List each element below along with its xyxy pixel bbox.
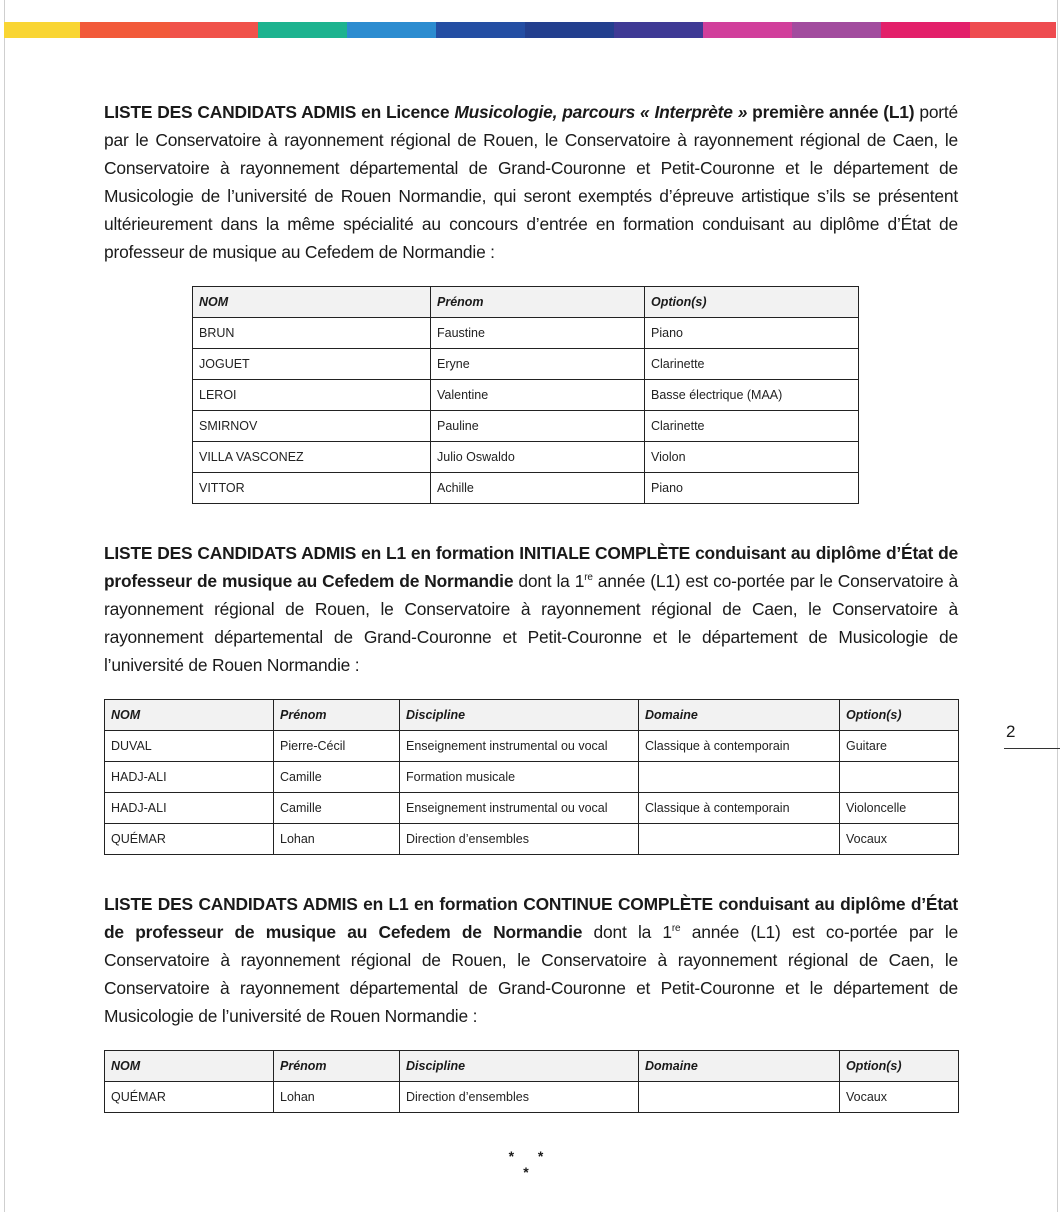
column-header: Discipline xyxy=(400,1051,639,1082)
color-segment xyxy=(970,22,1056,38)
section1-heading: LISTE DES CANDIDATS ADMIS en Licence xyxy=(104,102,455,122)
table-row xyxy=(105,824,959,855)
cell: Faustine xyxy=(431,318,645,349)
column-header: NOM xyxy=(105,700,274,731)
column-header: Option(s) xyxy=(840,700,959,731)
cell: HADJ-ALI xyxy=(105,793,274,824)
table-formation-initiale xyxy=(104,699,959,855)
table-row xyxy=(193,442,859,473)
cell: Vocaux xyxy=(840,1082,959,1113)
cell: DUVAL xyxy=(105,731,274,762)
cell: HADJ-ALI xyxy=(105,762,274,793)
section3-heading: LISTE DES CANDIDATS ADMIS en L1 en formation CONTINUE COMPLÈTE conduisant au diplôme d’État de professeur de musique au Cefedem de Normandie xyxy=(104,894,958,942)
column-header: Option(s) xyxy=(645,287,859,318)
section2-heading: LISTE DES CANDIDATS ADMIS en L1 en formation INITIALE COMPLÈTE conduisant au diplôme d’État de professeur de musique au Cefedem de Normandie xyxy=(104,543,958,591)
table-header-row xyxy=(193,287,859,318)
color-segment xyxy=(881,22,970,38)
section1-paragraph xyxy=(104,98,958,266)
table-row xyxy=(193,473,859,504)
cell: Lohan xyxy=(274,824,400,855)
color-segment xyxy=(436,22,525,38)
cell: Basse électrique (MAA) xyxy=(645,380,859,411)
cell: Formation musicale xyxy=(400,762,639,793)
table-licence-admis xyxy=(192,286,859,504)
color-segment xyxy=(347,22,436,38)
cell xyxy=(639,762,840,793)
table-formation-continue xyxy=(104,1050,959,1113)
column-header: Domaine xyxy=(639,700,840,731)
end-mark: * * * xyxy=(508,1148,554,1180)
color-segment xyxy=(614,22,703,38)
cell: VILLA VASCONEZ xyxy=(193,442,431,473)
table-row xyxy=(105,731,959,762)
cell: VITTOR xyxy=(193,473,431,504)
section3-body-start: dont la 1 xyxy=(582,922,672,942)
section2-superscript: re xyxy=(584,572,593,583)
cell xyxy=(639,1082,840,1113)
cell: Camille xyxy=(274,793,400,824)
column-header: Prénom xyxy=(274,1051,400,1082)
column-header: Option(s) xyxy=(840,1051,959,1082)
table-header-row xyxy=(105,1051,959,1082)
section2-paragraph xyxy=(104,539,958,679)
cell: Camille xyxy=(274,762,400,793)
cell: Enseignement instrumental ou vocal xyxy=(400,731,639,762)
cell: Direction d’ensembles xyxy=(400,824,639,855)
cell xyxy=(840,762,959,793)
table-row xyxy=(193,349,859,380)
column-header: Domaine xyxy=(639,1051,840,1082)
cell: Clarinette xyxy=(645,411,859,442)
section2-body: année (L1) est co-portée par le Conservatoire à rayonnement régional de Rouen, le Conservatoire à rayonnement régional de Caen, le Conservatoire à rayonnement départemental de Grand-Couronne et Petit-Couronne et le département de Musicologie de l’université de Rouen Normandie : xyxy=(104,571,958,675)
section3-superscript: re xyxy=(671,923,681,934)
table-row xyxy=(193,411,859,442)
cell: BRUN xyxy=(193,318,431,349)
column-header: Prénom xyxy=(431,287,645,318)
cell: Valentine xyxy=(431,380,645,411)
table-row xyxy=(105,793,959,824)
cell: Lohan xyxy=(274,1082,400,1113)
cell: QUÉMAR xyxy=(105,1082,274,1113)
cell: Violoncelle xyxy=(840,793,959,824)
cell: Violon xyxy=(645,442,859,473)
column-header: Discipline xyxy=(400,700,639,731)
cell: Piano xyxy=(645,318,859,349)
section1-heading-italic: Musicologie, parcours « Interprète » xyxy=(454,102,748,122)
cell: Classique à contemporain xyxy=(639,731,840,762)
cell: Pierre-Cécil xyxy=(274,731,400,762)
section3-paragraph xyxy=(104,890,958,1030)
cell: LEROI xyxy=(193,380,431,411)
column-header: Prénom xyxy=(274,700,400,731)
cell: Piano xyxy=(645,473,859,504)
section1-heading-end: première année (L1) xyxy=(747,102,915,122)
table-row xyxy=(105,1082,959,1113)
section3-body: année (L1) est co-portée par le Conservatoire à rayonnement régional de Rouen, le Conservatoire à rayonnement régional de Caen, le Conservatoire à rayonnement départemental de Grand-Couronne et Petit-Couronne et le département de Musicologie de l’université de Rouen Normandie : xyxy=(104,922,958,1026)
column-header: NOM xyxy=(105,1051,274,1082)
table-header-row xyxy=(105,700,959,731)
table-row xyxy=(105,762,959,793)
cell: QUÉMAR xyxy=(105,824,274,855)
color-segment xyxy=(258,22,347,38)
cell: Vocaux xyxy=(840,824,959,855)
color-segment xyxy=(792,22,881,38)
section1-body: porté par le Conservatoire à rayonnement régional de Rouen, le Conservatoire à rayonnement régional de Caen, le Conservatoire à rayonnement départemental de Grand-Couronne et Petit-Couronne et le département de Musicologie de l’université de Rouen Normandie, qui seront exemptés d’épreuve artistique s’ils se présentent ultérieurement dans la même spécialité au concours d’entrée en formation conduisant au diplôme d’État de professeur de musique au Cefedem de Normandie : xyxy=(104,102,958,262)
column-header: NOM xyxy=(193,287,431,318)
cell: Eryne xyxy=(431,349,645,380)
cell: Achille xyxy=(431,473,645,504)
color-bar xyxy=(4,22,1056,38)
cell xyxy=(639,824,840,855)
color-segment xyxy=(525,22,614,38)
cell: Guitare xyxy=(840,731,959,762)
section2-body-start: dont la 1 xyxy=(513,571,585,591)
cell: Pauline xyxy=(431,411,645,442)
cell: SMIRNOV xyxy=(193,411,431,442)
color-segment xyxy=(703,22,792,38)
cell: Classique à contemporain xyxy=(639,793,840,824)
table-row xyxy=(193,380,859,411)
cell: Direction d’ensembles xyxy=(400,1082,639,1113)
cell: Enseignement instrumental ou vocal xyxy=(400,793,639,824)
color-segment xyxy=(4,22,80,38)
cell: Clarinette xyxy=(645,349,859,380)
cell: JOGUET xyxy=(193,349,431,380)
table-row xyxy=(193,318,859,349)
color-segment xyxy=(80,22,170,38)
page-number: 2 xyxy=(1004,722,1060,749)
cell: Julio Oswaldo xyxy=(431,442,645,473)
color-segment xyxy=(170,22,258,38)
